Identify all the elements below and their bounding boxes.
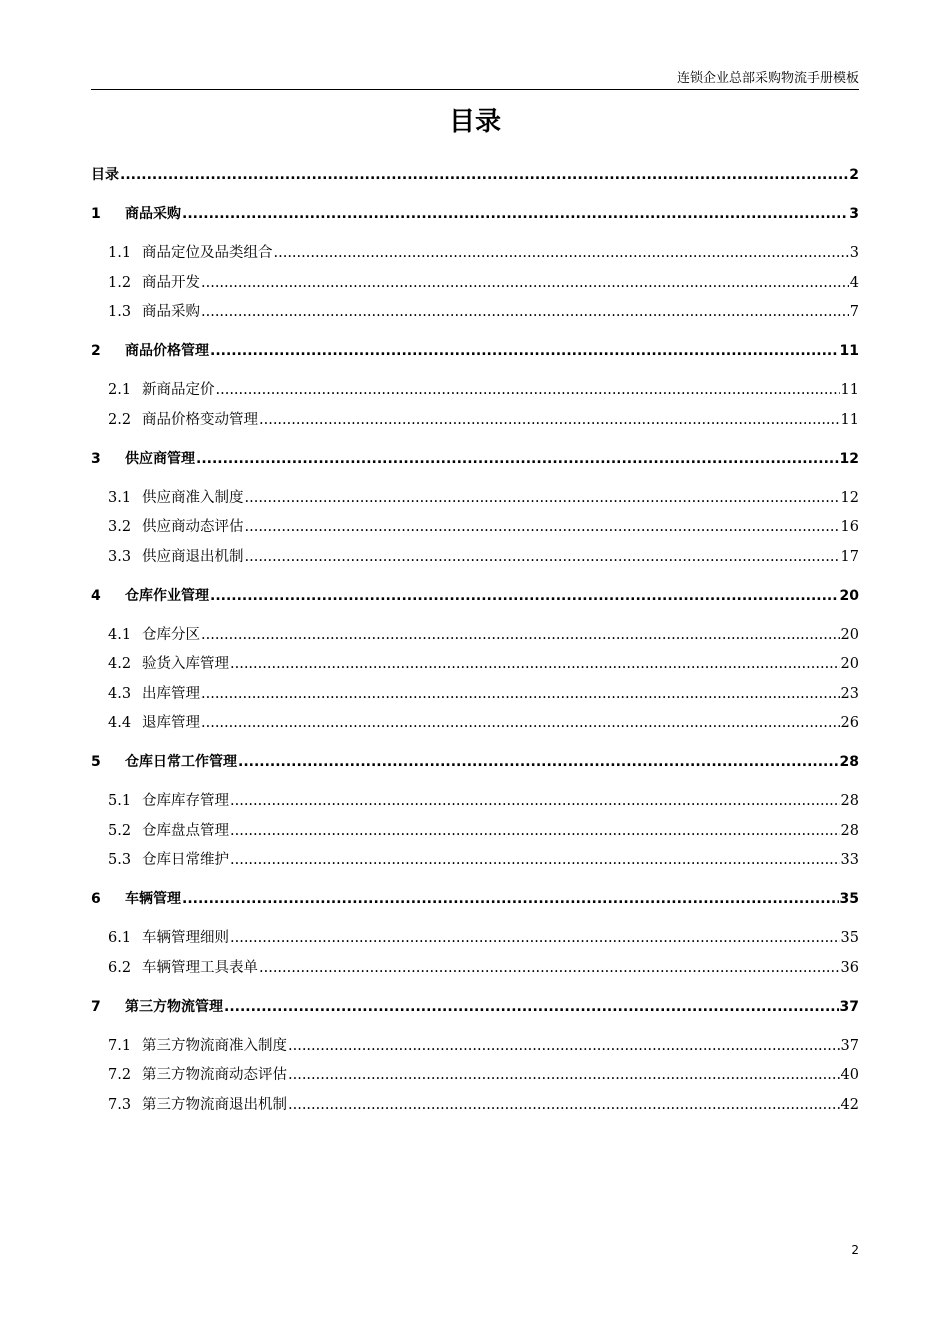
toc-entry-number: 5 — [91, 754, 101, 770]
toc-entry-label: 商品定位及品类组合 — [142, 245, 273, 261]
toc-entry[interactable] — [91, 1094, 859, 1116]
toc-entry[interactable] — [91, 957, 859, 979]
toc-dot-leader — [230, 849, 840, 871]
toc-entry-label: 新商品定价 — [142, 382, 215, 398]
toc-entry-page: 35 — [839, 891, 859, 907]
toc-entry-number: 5.1 — [108, 793, 132, 809]
toc-dot-leader — [238, 751, 839, 773]
toc-entry-page: 20 — [840, 626, 859, 643]
toc-entry-number: 3 — [91, 450, 101, 467]
toc-entry-label: 商品价格管理 — [125, 343, 209, 359]
toc-entry-label: 供应商退出机制 — [142, 548, 244, 565]
toc-dot-leader — [201, 712, 840, 734]
toc-entry[interactable] — [91, 448, 859, 470]
toc-entry-page: 33 — [840, 852, 859, 868]
toc-entry-number: 7.2 — [108, 1067, 132, 1083]
toc-entry-label: 商品价格变动管理 — [142, 411, 258, 428]
toc-entry[interactable] — [91, 242, 859, 264]
footer-page-number: 2 — [851, 1243, 859, 1257]
toc-dot-leader — [224, 996, 839, 1018]
toc-entry-page: 20 — [840, 656, 859, 672]
toc-dot-leader — [201, 683, 840, 705]
toc-entry-label: 出库管理 — [142, 685, 200, 702]
toc-entry-page: 36 — [840, 959, 859, 976]
toc-entry-page: 20 — [839, 587, 859, 604]
toc-entry-label: 商品采购 — [142, 304, 200, 320]
toc-entry-number: 3.2 — [108, 519, 132, 535]
toc-entry[interactable] — [91, 546, 859, 568]
toc-entry[interactable] — [91, 653, 859, 675]
toc-entry-label: 仓库盘点管理 — [142, 822, 229, 839]
toc-entry-page: 28 — [840, 793, 859, 809]
toc-entry-page: 12 — [839, 450, 859, 467]
toc-entry-number: 7 — [91, 998, 101, 1015]
toc-dot-leader — [274, 242, 849, 264]
toc-entry[interactable] — [91, 751, 859, 773]
toc-entry-number: 6.2 — [108, 959, 132, 976]
toc-dot-leader — [201, 624, 840, 646]
toc-entry-label: 第三方物流商动态评估 — [142, 1067, 287, 1083]
toc-entry-label: 车辆管理 — [125, 891, 181, 907]
toc-entry[interactable] — [91, 683, 859, 705]
toc-entry-number: 3.1 — [108, 489, 132, 506]
toc-entry-number: 2.1 — [108, 382, 132, 398]
toc-entry-label: 仓库日常工作管理 — [125, 754, 237, 770]
toc-entry-page: 11 — [840, 411, 859, 428]
toc-dot-leader — [259, 957, 840, 979]
toc-dot-leader — [245, 546, 840, 568]
toc-entry[interactable] — [91, 340, 859, 362]
toc-entry-number: 2 — [91, 343, 101, 359]
toc-dot-leader — [210, 340, 839, 362]
toc-entry[interactable] — [91, 1035, 859, 1057]
toc-entry[interactable] — [91, 888, 859, 910]
toc-dot-leader — [201, 301, 849, 323]
toc-entry-page: 35 — [840, 930, 859, 946]
toc-dot-leader — [230, 820, 840, 842]
toc-entry-label: 供应商动态评估 — [142, 519, 244, 535]
toc-entry-number: 1.1 — [108, 245, 132, 261]
toc-entry-number: 6.1 — [108, 930, 132, 946]
toc-entry-page: 28 — [840, 822, 859, 839]
toc-entry-label: 仓库作业管理 — [125, 587, 209, 604]
toc-entry[interactable] — [91, 820, 859, 842]
toc-entry[interactable] — [91, 164, 859, 186]
toc-entry-label: 仓库日常维护 — [142, 852, 229, 868]
toc-dot-leader — [201, 272, 849, 294]
toc-dot-leader — [230, 653, 840, 675]
toc-entry[interactable] — [91, 487, 859, 509]
toc-entry-number: 4.2 — [108, 656, 132, 672]
toc-entry-label: 验货入库管理 — [142, 656, 229, 672]
header-title: 连锁企业总部采购物流手册模板 — [676, 71, 859, 86]
toc-dot-leader — [196, 448, 839, 470]
toc-entry-number: 4.4 — [108, 715, 132, 731]
toc-entry[interactable] — [91, 790, 859, 812]
toc-entry-number: 4.1 — [108, 626, 132, 643]
toc-entry-page: 3 — [849, 206, 859, 222]
toc-entry-page: 3 — [849, 245, 859, 261]
toc-entry-page: 11 — [840, 382, 859, 398]
toc-entry-label: 仓库分区 — [142, 626, 200, 643]
toc-entry-number: 1 — [91, 206, 101, 222]
toc-dot-leader — [120, 164, 848, 186]
toc-entry-label: 商品开发 — [142, 274, 200, 291]
toc-dot-leader — [288, 1094, 840, 1116]
toc-entry[interactable] — [91, 301, 859, 323]
toc-entry-number: 5.2 — [108, 822, 132, 839]
toc-entry-page: 26 — [840, 715, 859, 731]
toc-entry-page: 42 — [840, 1096, 859, 1113]
toc-entry-number: 1.3 — [108, 304, 132, 320]
toc-entry-number: 6 — [91, 891, 101, 907]
toc-entry[interactable] — [91, 712, 859, 734]
toc-entry-page: 37 — [839, 998, 859, 1015]
toc-entry-number: 3.3 — [108, 548, 132, 565]
toc-entry-label: 退库管理 — [142, 715, 200, 731]
toc-entry-label: 第三方物流商准入制度 — [142, 1037, 287, 1054]
toc-entry-page: 4 — [849, 274, 859, 291]
toc-entry-number: 7.1 — [108, 1037, 132, 1054]
toc-entry[interactable] — [91, 409, 859, 431]
toc-entry[interactable] — [91, 624, 859, 646]
toc-entry[interactable] — [91, 379, 859, 401]
toc-entry-label: 仓库库存管理 — [142, 793, 229, 809]
toc-entry[interactable] — [91, 849, 859, 871]
toc-dot-leader — [216, 379, 840, 401]
page-title: 目录 — [448, 107, 501, 137]
toc-dot-leader — [288, 1064, 840, 1086]
toc-entry-label: 第三方物流管理 — [125, 998, 223, 1015]
toc-dot-leader — [230, 927, 840, 949]
toc-entry-number: 4 — [91, 587, 101, 604]
toc-entry-page: 17 — [840, 548, 859, 565]
toc-dot-leader — [230, 790, 840, 812]
toc-dot-leader — [182, 888, 839, 910]
toc-entry-label: 供应商管理 — [125, 450, 195, 467]
toc-entry-page: 16 — [840, 519, 859, 535]
toc-entry-label: 供应商准入制度 — [142, 489, 244, 506]
toc-entry-number: 5.3 — [108, 852, 132, 868]
toc-dot-leader — [288, 1035, 840, 1057]
toc-dot-leader — [182, 203, 848, 225]
toc-dot-leader — [245, 516, 840, 538]
toc-entry[interactable] — [91, 585, 859, 607]
toc-entry-label: 车辆管理细则 — [142, 930, 229, 946]
toc-entry-number: 4.3 — [108, 685, 132, 702]
toc-entry[interactable] — [91, 272, 859, 294]
toc-entry[interactable] — [91, 203, 859, 225]
toc-entry-page: 23 — [840, 685, 859, 702]
toc-entry[interactable] — [91, 516, 859, 538]
toc-entry-label: 目录 — [91, 167, 119, 183]
toc-entry-label: 车辆管理工具表单 — [142, 959, 258, 976]
toc-entry-page: 37 — [840, 1037, 859, 1054]
toc-entry[interactable] — [91, 927, 859, 949]
toc-dot-leader — [259, 409, 840, 431]
toc-entry-number: 1.2 — [108, 274, 132, 291]
toc-entry-page: 7 — [849, 304, 859, 320]
toc-entry[interactable] — [91, 1064, 859, 1086]
toc-entry-label: 商品采购 — [125, 206, 181, 222]
toc-entry-number: 7.3 — [108, 1096, 132, 1113]
toc-entry-page: 12 — [840, 489, 859, 506]
toc-entry-label: 第三方物流商退出机制 — [142, 1096, 287, 1113]
toc-entry-page: 2 — [849, 167, 859, 183]
toc-dot-leader — [210, 585, 839, 607]
toc-entry-page: 28 — [839, 754, 859, 770]
toc-entry-page: 40 — [840, 1067, 859, 1083]
toc-entry-number: 2.2 — [108, 411, 132, 428]
toc-entry-page: 11 — [839, 343, 859, 359]
toc-entry[interactable] — [91, 996, 859, 1018]
page-header — [91, 70, 859, 90]
toc-dot-leader — [245, 487, 840, 509]
